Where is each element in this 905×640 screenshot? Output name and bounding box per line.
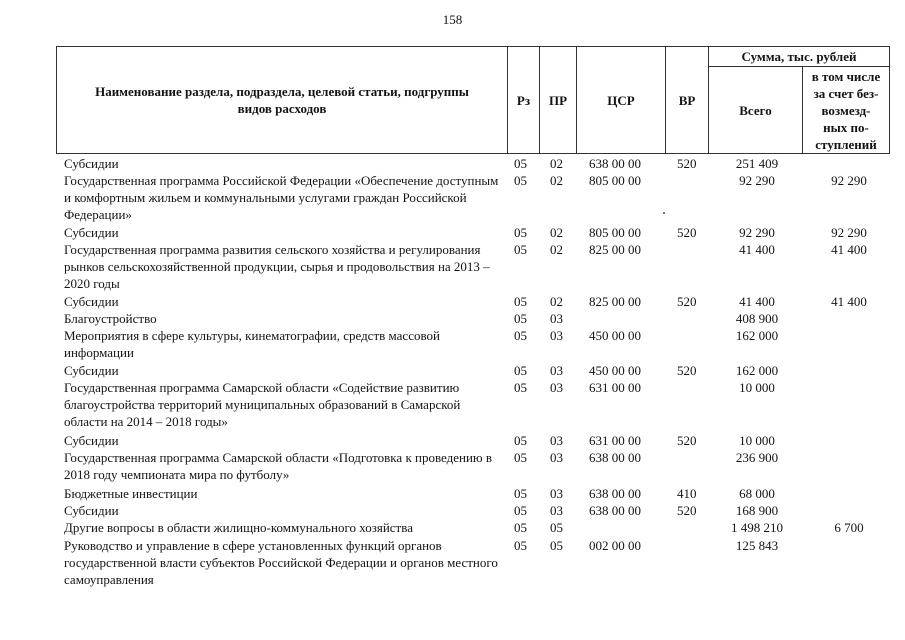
row-csr: 825 00 00 <box>589 294 641 309</box>
row-rz: 05 <box>514 486 527 501</box>
header-total: Всего <box>708 66 803 154</box>
row-csr: 638 00 00 <box>589 156 641 171</box>
row-name: Другие вопросы в области жилищно-коммунального хозяйства <box>64 520 413 535</box>
row-total: 125 843 <box>735 538 779 553</box>
row-rz: 05 <box>514 503 527 518</box>
row-name: Мероприятия в сфере культуры, кинематографии, средств массовой информации <box>64 328 440 360</box>
scan-speck <box>663 212 665 214</box>
row-total: 162 000 <box>735 363 779 378</box>
row-vr: 520 <box>677 156 697 171</box>
row-name: Субсидии <box>64 433 119 448</box>
header-rz: Рз <box>507 46 540 154</box>
row-csr: 638 00 00 <box>589 450 641 465</box>
row-non-repayable: 6 700 <box>834 520 864 535</box>
row-name: Субсидии <box>64 156 119 171</box>
row-total: 251 409 <box>735 156 779 171</box>
row-non-repayable: 92 290 <box>831 225 867 240</box>
row-vr: 520 <box>677 503 697 518</box>
row-name: Субсидии <box>64 294 119 309</box>
header-name-column: Наименование раздела, подраздела, целевой статьи, подгруппы видов расходов <box>56 46 508 154</box>
row-vr: 410 <box>677 486 697 501</box>
row-non-repayable: 92 290 <box>831 173 867 188</box>
row-pr: 05 <box>550 538 563 553</box>
row-name: Субсидии <box>64 503 119 518</box>
row-rz: 05 <box>514 156 527 171</box>
row-total: 408 900 <box>735 311 779 326</box>
row-csr: 450 00 00 <box>589 328 641 343</box>
header-non-repayable: в том числе за счет без- возмезд- ных по- ступлений <box>802 66 890 154</box>
row-name: Государственная программа Самарской области «Содействие развитию благоустройства территорий муниципальных образований в Самарской области на 2014 – 2018 годы» <box>64 380 461 429</box>
row-pr: 05 <box>550 520 563 535</box>
row-vr: 520 <box>677 433 697 448</box>
row-csr: 805 00 00 <box>589 225 641 240</box>
row-pr: 03 <box>550 311 563 326</box>
row-total: 41 400 <box>739 242 775 257</box>
row-name: Субсидии <box>64 363 119 378</box>
row-pr: 02 <box>550 173 563 188</box>
row-total: 68 000 <box>739 486 775 501</box>
row-rz: 05 <box>514 363 527 378</box>
row-pr: 03 <box>550 363 563 378</box>
row-csr: 638 00 00 <box>589 486 641 501</box>
header-vr: ВР <box>665 46 709 154</box>
row-non-repayable: 41 400 <box>831 294 867 309</box>
row-name: Государственная программа Самарской области «Подготовка к проведению в 2018 году чемпионата мира по футболу» <box>64 450 493 482</box>
row-csr: 450 00 00 <box>589 363 641 378</box>
row-pr: 03 <box>550 486 563 501</box>
row-pr: 02 <box>550 156 563 171</box>
row-csr: 631 00 00 <box>589 380 641 395</box>
row-total: 41 400 <box>739 294 775 309</box>
row-pr: 03 <box>550 380 563 395</box>
row-rz: 05 <box>514 328 527 343</box>
row-total: 168 900 <box>735 503 779 518</box>
row-vr: 520 <box>677 363 697 378</box>
row-pr: 03 <box>550 450 563 465</box>
row-total: 92 290 <box>739 225 775 240</box>
row-rz: 05 <box>514 538 527 553</box>
header-csr: ЦСР <box>576 46 666 154</box>
header-sum-group: Сумма, тыс. рублей <box>708 46 890 67</box>
row-csr: 805 00 00 <box>589 173 641 188</box>
row-name: Бюджетные инвестиции <box>64 486 198 501</box>
row-name: Руководство и управление в сфере установленных функций органов государственной власти субъектов Российской Федерации и органов местного самоуправления <box>64 538 498 587</box>
row-csr: 638 00 00 <box>589 503 641 518</box>
row-csr: 002 00 00 <box>589 538 641 553</box>
row-name: Благоустройство <box>64 311 157 326</box>
row-rz: 05 <box>514 520 527 535</box>
page-number: 158 <box>442 12 463 27</box>
row-name: Государственная программа развития сельского хозяйства и регулирования рынков сельскохозяйственной продукции, сырья и продовольствия на 2013 – 2020 годы <box>64 242 490 291</box>
row-pr: 02 <box>550 242 563 257</box>
row-pr: 03 <box>550 503 563 518</box>
row-rz: 05 <box>514 380 527 395</box>
row-rz: 05 <box>514 225 527 240</box>
row-total: 236 900 <box>735 450 779 465</box>
row-vr: 520 <box>677 225 697 240</box>
header-pr: ПР <box>539 46 577 154</box>
row-total: 10 000 <box>739 433 775 448</box>
row-name: Субсидии <box>64 225 119 240</box>
row-total: 10 000 <box>739 380 775 395</box>
row-rz: 05 <box>514 433 527 448</box>
row-pr: 02 <box>550 225 563 240</box>
row-rz: 05 <box>514 450 527 465</box>
row-total: 162 000 <box>735 328 779 343</box>
row-pr: 02 <box>550 294 563 309</box>
row-name: Государственная программа Российской Федерации «Обеспечение доступным и комфортным жильем и коммунальными услугами граждан Российской Федерации» <box>64 173 499 222</box>
row-vr: 520 <box>677 294 697 309</box>
row-total: 92 290 <box>739 173 775 188</box>
row-csr: 631 00 00 <box>589 433 641 448</box>
row-csr: 825 00 00 <box>589 242 641 257</box>
row-rz: 05 <box>514 242 527 257</box>
row-rz: 05 <box>514 173 527 188</box>
row-rz: 05 <box>514 294 527 309</box>
row-pr: 03 <box>550 433 563 448</box>
row-total: 1 498 210 <box>731 520 783 535</box>
row-rz: 05 <box>514 311 527 326</box>
row-non-repayable: 41 400 <box>831 242 867 257</box>
row-pr: 03 <box>550 328 563 343</box>
